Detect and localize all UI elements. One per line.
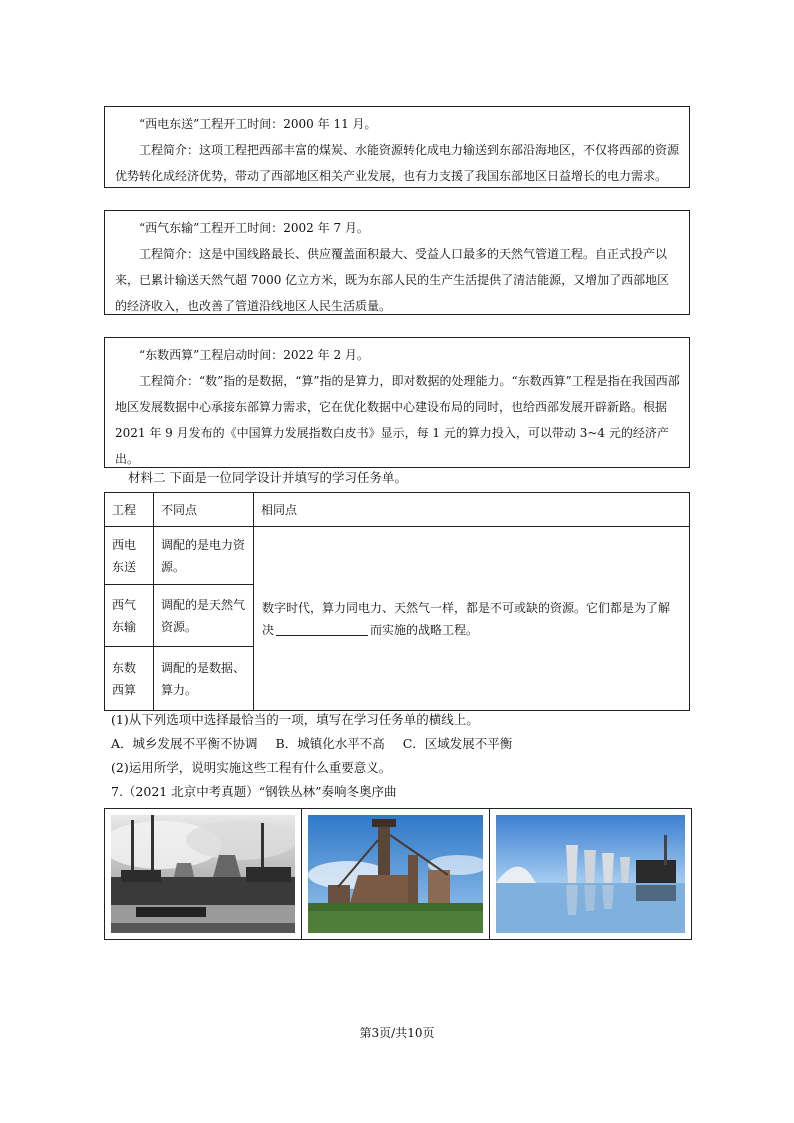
material-intro: 工程简介：这项工程把西部丰富的煤炭、水能资源转化成电力输送到东部沿海地区，不仅将西部的资源优势转化成经济优势，带动了西部地区相关产业发展，也有力支援了我国东部地区日益增长的电力需求。 <box>115 143 680 183</box>
common-text-after: 而实施的战略工程。 <box>370 622 479 637</box>
table-cell-difference: 调配的是天然气资源。 <box>154 585 254 647</box>
material-title: “西气东输”工程开工时间：2002 年 7 月。 <box>139 221 369 235</box>
table-row <box>105 527 690 585</box>
photo-strip <box>104 808 692 940</box>
photo-cell <box>489 809 691 939</box>
steel-mill-bw-photo-icon <box>111 815 295 933</box>
material-box-east-data-west-compute <box>104 337 690 468</box>
material-title: “西电东送”工程开工时间：2000 年 11 月。 <box>139 117 377 131</box>
cooling-towers-lake-photo-icon <box>496 815 685 933</box>
task-table <box>104 492 690 711</box>
table-header-difference: 不同点 <box>154 493 254 527</box>
material2-intro: 材料二 下面是一位同学设计并填写的学习任务单。 <box>128 470 407 485</box>
table-cell-project: 西气东输 <box>105 585 154 647</box>
answer-blank[interactable] <box>276 621 368 636</box>
photo-cell <box>105 809 301 939</box>
material-box-west-east-power <box>104 106 690 188</box>
page-footer: 第3页/共10页 <box>359 1026 435 1040</box>
table-header-common: 相同点 <box>254 493 690 527</box>
table-cell-difference: 调配的是数据、算力。 <box>154 647 254 711</box>
question-7: 7.（2021 北京中考真题）“钢铁丛林”奏响冬奥序曲 <box>111 784 397 799</box>
table-cell-project: 东数西算 <box>105 647 154 711</box>
blast-furnace-photo-icon <box>308 815 483 933</box>
table-cell-difference: 调配的是电力资源。 <box>154 527 254 585</box>
options-line <box>111 733 512 755</box>
material-title: “东数西算”工程启动时间：2022 年 2 月。 <box>139 348 369 362</box>
question-1: (1)从下列选项中选择最恰当的一项，填写在学习任务单的横线上。 <box>111 712 479 727</box>
material-intro: 工程简介：这是中国线路最长、供应覆盖面积最大、受益人口最多的天然气管道工程。自正式投产以来，已累计输送天然气超 7000 亿立方米，既为东部人民的生产生活提供了清洁能源，又增加了西部地区的经济收入，也改善了管道沿线地区人民生活质量。 <box>115 247 670 313</box>
material-box-west-east-gas <box>104 210 690 315</box>
material-intro: 工程简介：“数”指的是数据，“算”指的是算力，即对数据的处理能力。“东数西算”工程是指在我国西部地区发展数据中心承接东部算力需求，它在优化数据中心建设布局的同时，也给西部发展开辟新路。根据 2021 年 9 月发布的《中国算力发展指数白皮书》显示，每 1 元的算力投入，可以带动 3~4 元的经济产出。 <box>115 374 680 466</box>
photo-cell <box>301 809 489 939</box>
common-text-before: 数字时代，算力同电力、天然气一样，都是不可或缺的资源。它们都是为了解决 <box>262 600 671 637</box>
option-b: B．城镇化水平不高 <box>275 736 385 751</box>
option-a: A．城乡发展不平衡不协调 <box>111 736 258 751</box>
table-cell-common <box>254 527 690 711</box>
table-cell-project: 西电东送 <box>105 527 154 585</box>
option-c: C．区域发展不平衡 <box>402 736 513 751</box>
question-2: (2)运用所学，说明实施这些工程有什么重要意义。 <box>111 760 392 775</box>
table-header-project: 工程 <box>105 493 154 527</box>
